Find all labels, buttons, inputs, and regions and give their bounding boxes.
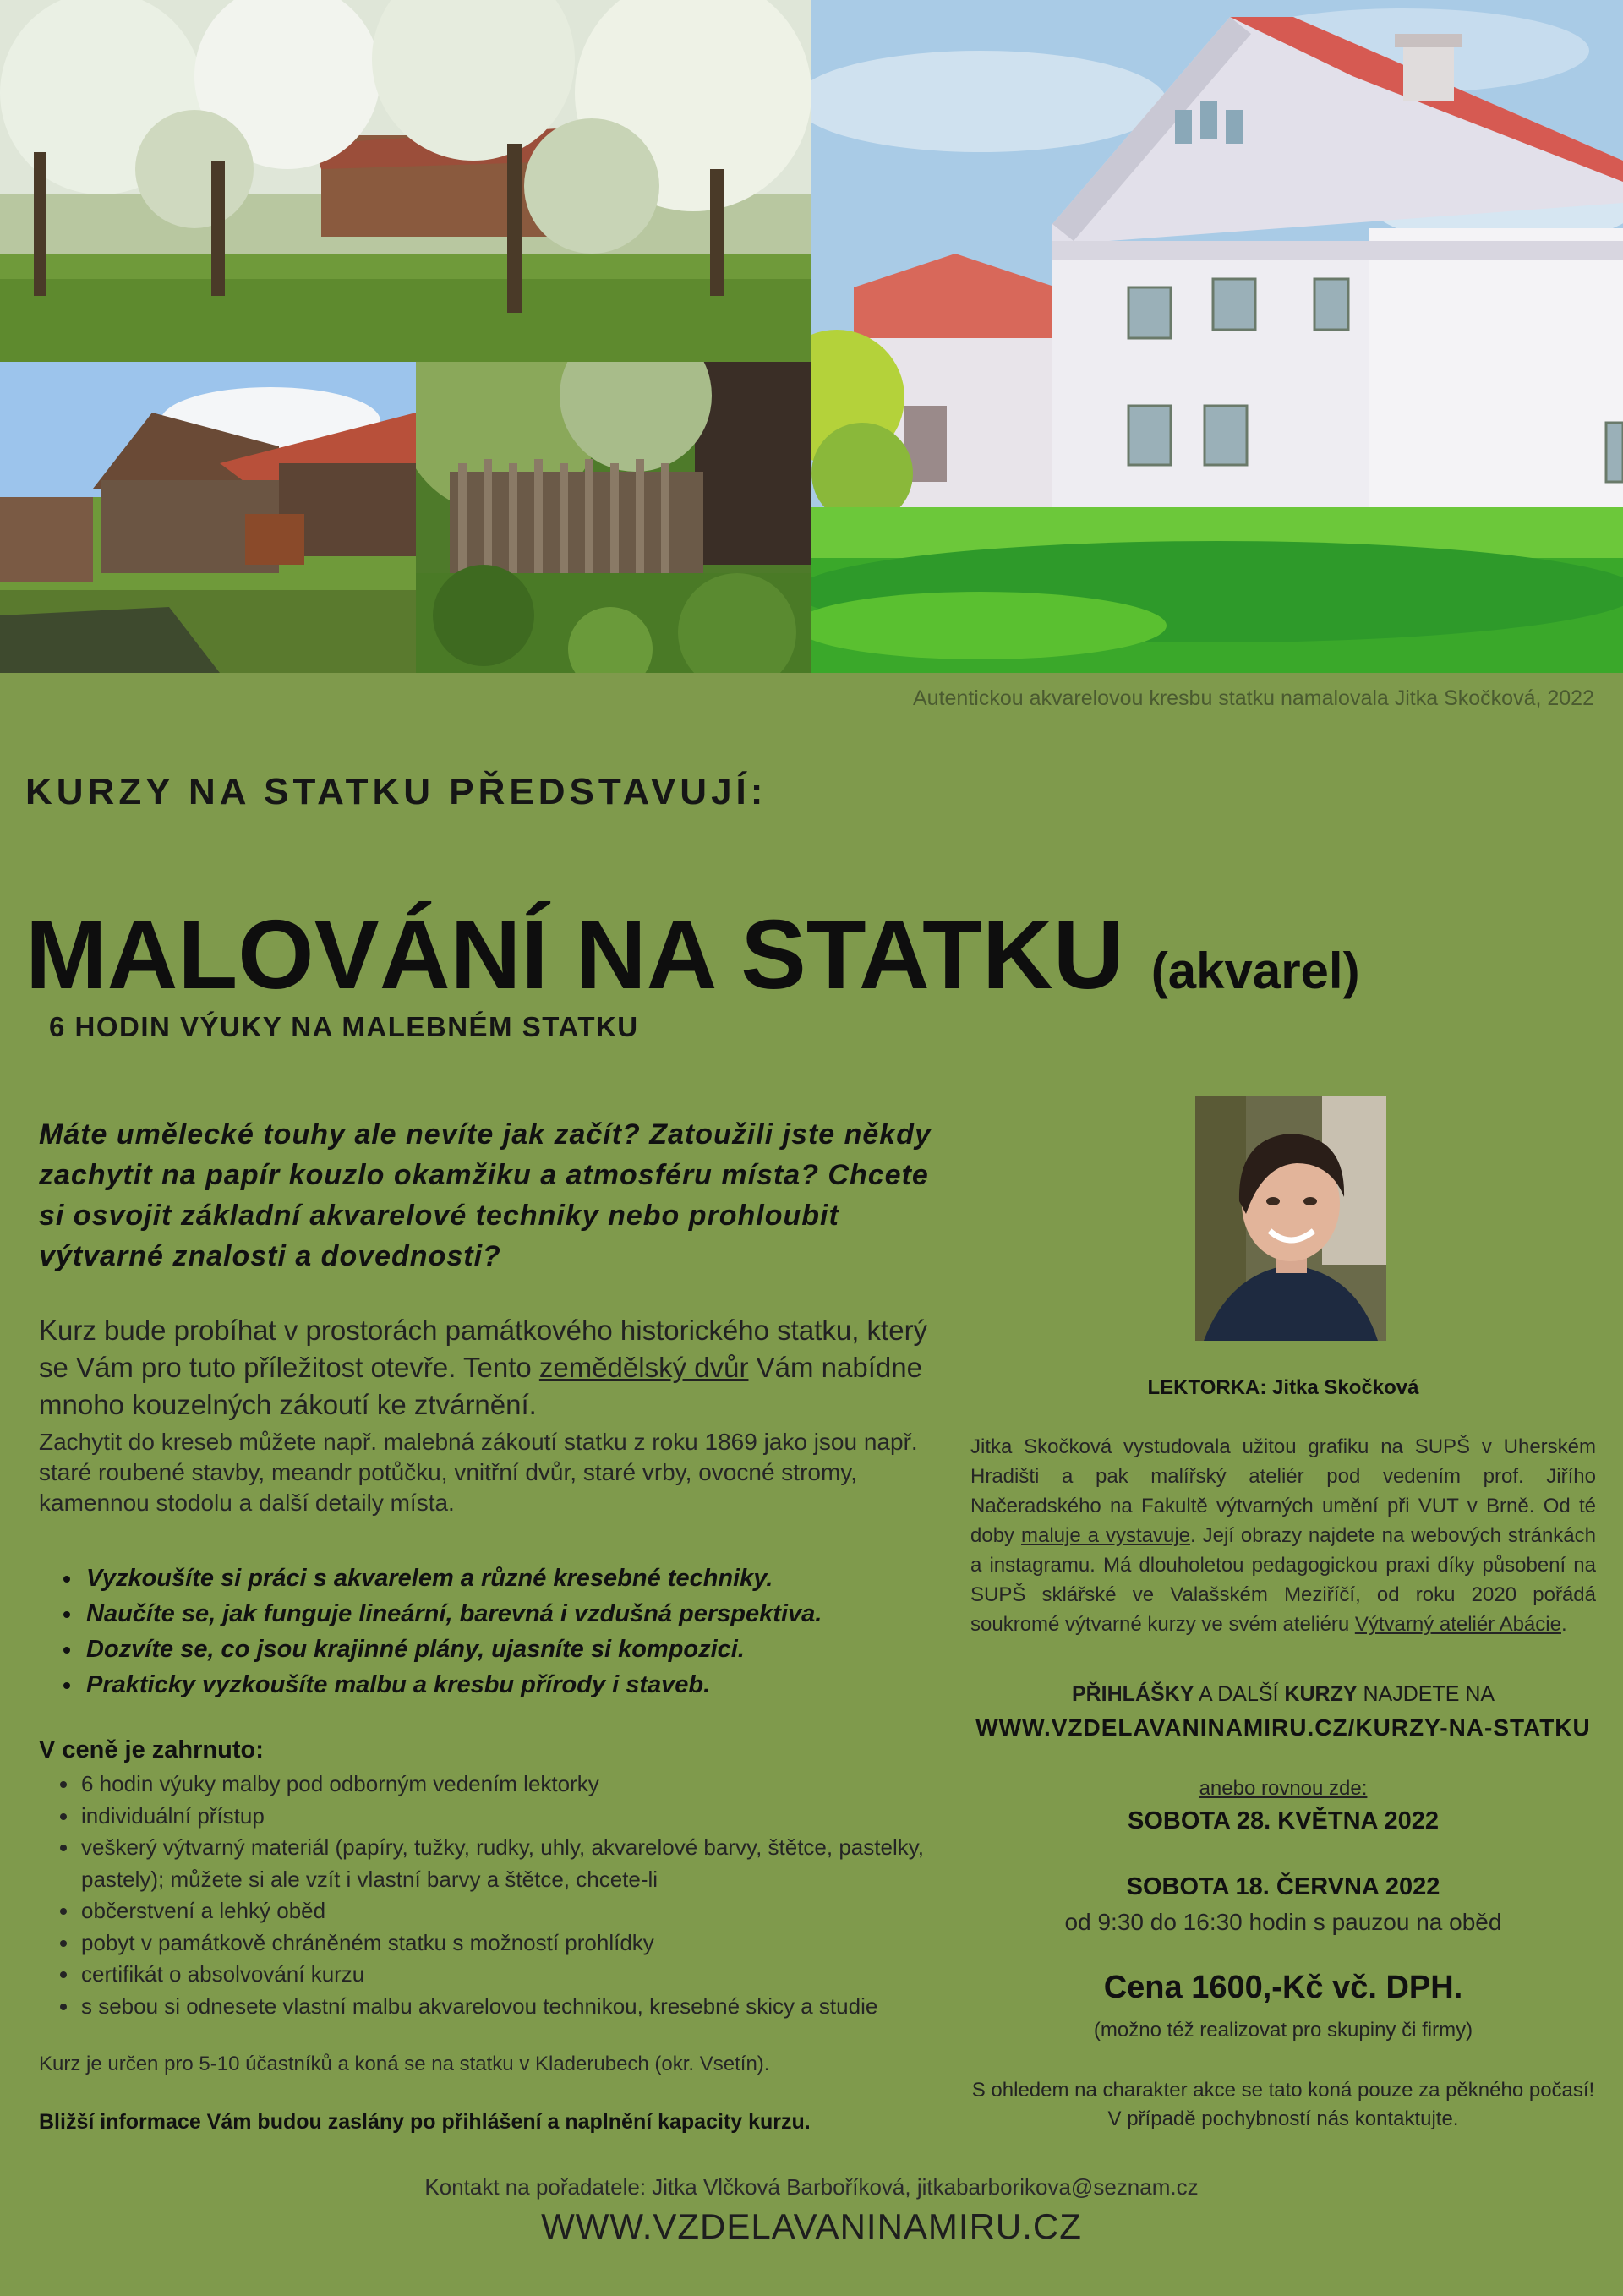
photo-collage <box>0 0 1623 673</box>
subtitle: 6 HODIN VÝUKY NA MALEBNÉM STATKU <box>49 1011 639 1042</box>
para1-after: Vám nabídne mnoho kouzelných zákoutí ke ztvárnění. <box>39 1352 922 1420</box>
included-item: • certifikát o absolvování kurzu <box>79 1959 967 1991</box>
benefit-item: • Vyzkoušíte si práci s akvarelem a různé kresebné techniky. <box>83 1561 996 1596</box>
lecturer-bio <box>970 1432 1596 1639</box>
lecturer-portrait <box>1195 1096 1386 1341</box>
included-item: • občerstvení a lehký oběd <box>79 1895 967 1927</box>
benefit-item: • Dozvíte se, co jsou krajinné plány, ujasníte si kompozici. <box>83 1632 996 1667</box>
reg-word: KURZY <box>1284 1682 1358 1706</box>
presents-heading: KURZY NA STATKU PŘEDSTAVUJÍ: <box>25 771 768 812</box>
para1-before: Kurz bude probíhat v prostorách památkového historického statku, který se Vám pro tuto příležitost otevře. Tento <box>39 1315 928 1383</box>
benefit-item: • Prakticky vyzkoušíte malbu a kresbu přírody i staveb. <box>83 1667 996 1703</box>
included-heading: V ceně je zahrnuto: <box>39 1736 264 1763</box>
date-may[interactable]: SOBOTA 28. KVĚTNA 2022 <box>1128 1807 1439 1834</box>
detail-paragraph: Zachytit do kreseb můžete např. malebná zákoutí statku z roku 1869 jako jsou např. staré roubené stavby, meandr potůčku, vnitřní dvůr, staré vrby, ovocné stromy, kamennou stodolu a další detaily místa. <box>39 1429 918 1516</box>
intro-text: Máte umělecké touhy ale nevíte jak začít? Zatoužili jste někdy zachytit na papír kouzlo okamžiku a atmosféru místa? Chcete si osvojit základní akvarelové techniky nebo prohloubit výtvarné znalosti a dovednosti? <box>39 1118 932 1272</box>
page-title <box>25 898 1360 1011</box>
course-price: Cena 1600,-Kč vč. DPH. <box>1103 1970 1463 2005</box>
orchard-photo <box>0 0 812 362</box>
included-list <box>39 1768 967 2022</box>
bio-text: Jitka Skočková vystudovala užitou grafiku na SUPŠ v Uherském Hradišti a pak malířský ateliér pod vedením prof. Jiřího Načeradského na Fakultě výtvarných umění při VUT v Brně. Od té doby <box>970 1435 1596 1547</box>
bio-text: . Její obrazy najdete na webových stránkách a instagramu. Má dlouholetou pedagogickou praxi díky působení na SUPŠ sklářské ve Valašském Meziříčí, od roku 2020 pořádá soukromé výtvarné kurzy ve svém ateliéru <box>970 1524 1596 1636</box>
included-item: • s sebou si odnesete vlastní malbu akvarelovou technikou, kresebné skicy a studie <box>79 1991 967 2023</box>
benefits-list <box>39 1561 996 1703</box>
included-item: • veškerý výtvarný materiál (papíry, tužky, rudky, uhly, akvarelové barvy, štětce, pastelky, pastely); můžete si ale vzít i vlastní barvy a štětce, chcete-li <box>79 1832 967 1895</box>
reg-word: PŘIHLÁŠKY <box>1071 1682 1194 1706</box>
title-main: MALOVÁNÍ NA STATKU <box>25 899 1124 1009</box>
or-here-link[interactable]: anebo rovnou zde: <box>1199 1777 1368 1800</box>
capacity-note: Kurz je určen pro 5-10 účastníků a koná se na statku v Kladerubech (okr. Vsetín). <box>39 2053 770 2075</box>
included-item: • individuální přístup <box>79 1801 967 1833</box>
paints-exhibits-link[interactable]: maluje a vystavuje <box>1021 1524 1190 1547</box>
description-paragraph <box>39 1312 952 1424</box>
barn-photo <box>0 362 416 673</box>
included-item: • 6 hodin výuky malby pod odborným vedením lektorky <box>79 1768 967 1801</box>
organizer-contact: Kontakt na pořadatele: Jitka Vlčková Barboříková, jitkabarborikova@seznam.cz <box>424 2174 1199 2200</box>
fence-photo <box>416 362 812 673</box>
farmyard-link[interactable]: zemědělský dvůr <box>538 1352 749 1383</box>
course-time: od 9:30 do 16:30 hodin s pauzou na oběd <box>1064 1909 1502 1935</box>
bio-text: . <box>1560 1613 1567 1636</box>
weather-note: S ohledem na charakter akce se tato koná pouze za pěkného počasí! V případě pochybností nás kontaktujte. <box>971 2079 1595 2130</box>
group-note: (možno též realizovat pro skupiny či firmy) <box>1093 2019 1473 2042</box>
courses-url-link[interactable]: WWW.VZDELAVANINAMIRU.CZ/KURZY-NA-STATKU <box>975 1714 1591 1741</box>
photo-caption: Autentickou akvarelovou kresbu statku namalovala Jitka Skočková, 2022 <box>912 686 1594 710</box>
watercolor-house-painting <box>812 0 1623 673</box>
website-link[interactable]: WWW.VZDELAVANINAMIRU.CZ <box>541 2206 1082 2246</box>
registration-line <box>970 1682 1596 1707</box>
reg-word: NAJDETE NA <box>1357 1682 1495 1706</box>
reg-word: A DALŠÍ <box>1194 1682 1285 1706</box>
benefit-item: • Naučíte se, jak funguje lineární, barevná i vzdušná perspektiva. <box>83 1596 996 1632</box>
info-note: Bližší informace Vám budou zaslány po přihlášení a naplnění kapacity kurzu. <box>39 2110 811 2134</box>
lecturer-heading: LEKTORKA: Jitka Skočková <box>1147 1376 1419 1399</box>
date-june[interactable]: SOBOTA 18. ČERVNA 2022 <box>1126 1873 1440 1900</box>
included-item: • pobyt v památkově chráněném statku s možností prohlídky <box>79 1927 967 1960</box>
atelier-link[interactable]: Výtvarný ateliér Abácie <box>1354 1613 1561 1636</box>
title-sub: (akvarel) <box>1150 943 1360 999</box>
